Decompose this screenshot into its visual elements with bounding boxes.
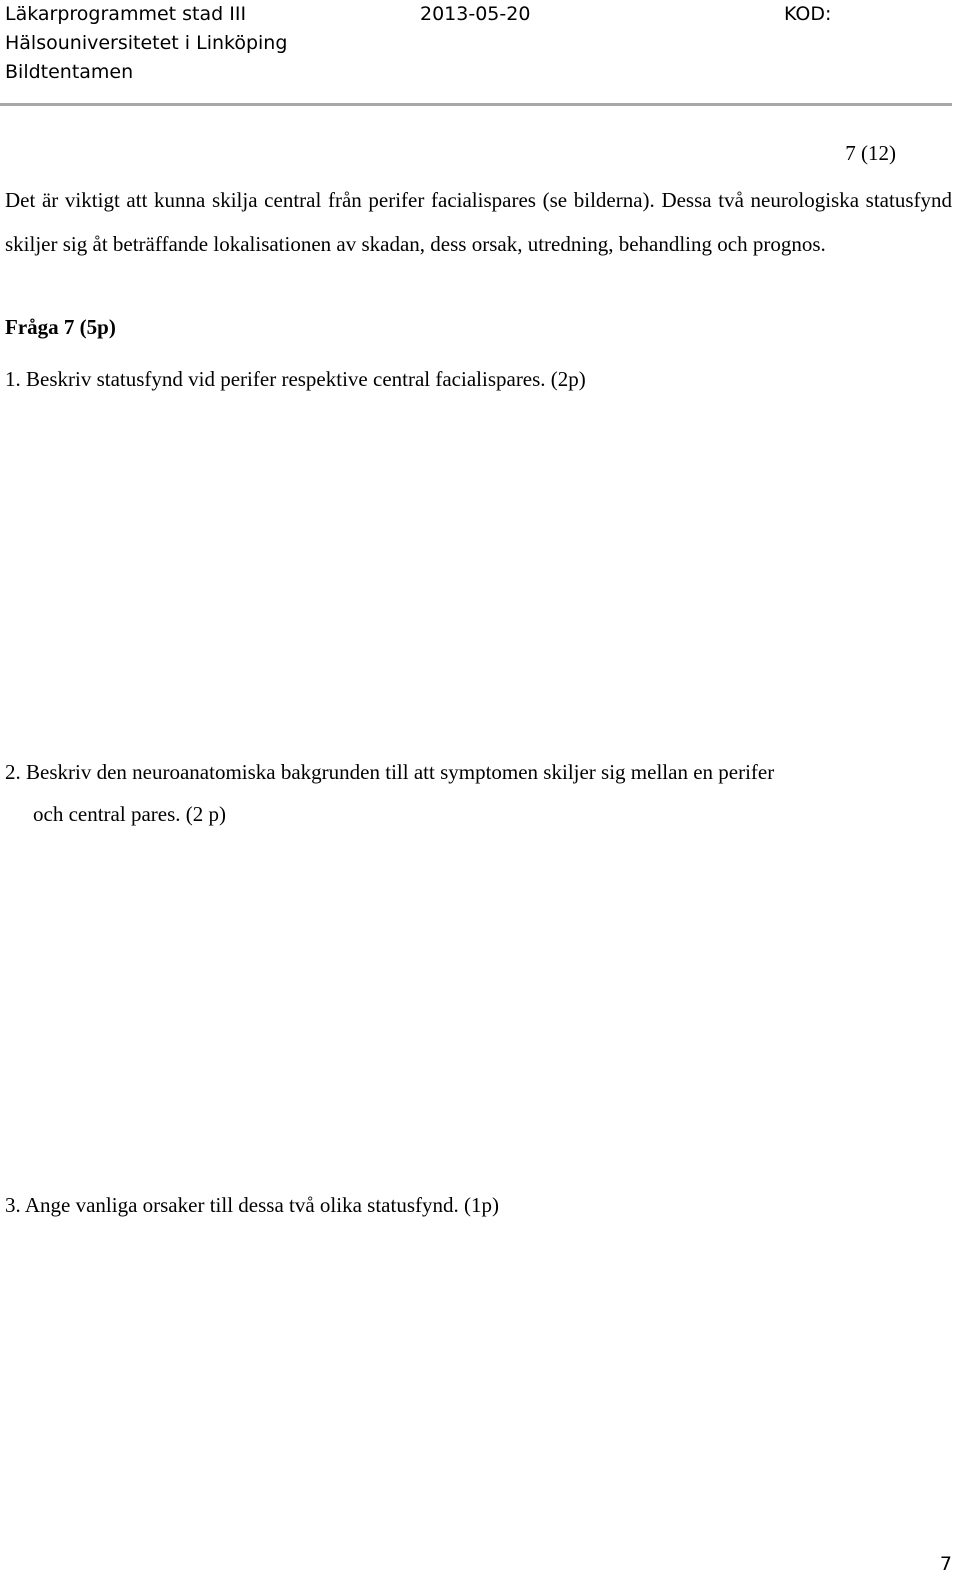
page-count: 7 (12) [845, 141, 896, 165]
header-line-2 [5, 29, 955, 58]
program-name: Läkarprogrammet stad III [5, 3, 247, 25]
header-line-3 [5, 58, 955, 87]
footer-page-number: 7 [939, 1553, 952, 1575]
exam-date: 2013-05-20 [420, 3, 531, 25]
page-header [5, 0, 955, 87]
question-1: 1. Beskriv statusfynd vid perifer respektive central facialispares. (2p) [5, 367, 586, 391]
header-divider [0, 103, 952, 106]
intro-paragraph: Det är viktigt att kunna skilja central från perifer facialispares (se bilderna). Dessa två neurologiska statusfynd skiljer sig åt beträffande lokalisationen av skadan, dess orsak, utredning, behandling och prognos. [5, 188, 952, 256]
question-2 [5, 751, 955, 835]
header-line-1 [5, 0, 955, 29]
question-3: 3. Ange vanliga orsaker till dessa två olika statusfynd. (1p) [5, 1193, 499, 1217]
question-2-line-1: 2. Beskriv den neuroanatomiska bakgrunden till att symptomen skiljer sig mellan en perifer [5, 760, 775, 784]
question-2-line-2: och central pares. (2 p) [33, 802, 226, 826]
exam-type: Bildtentamen [5, 61, 134, 83]
question-title: Fråga 7 (5p) [5, 315, 116, 339]
university-name: Hälsouniversitetet i Linköping [5, 32, 288, 54]
code-label: KOD: [784, 3, 832, 25]
